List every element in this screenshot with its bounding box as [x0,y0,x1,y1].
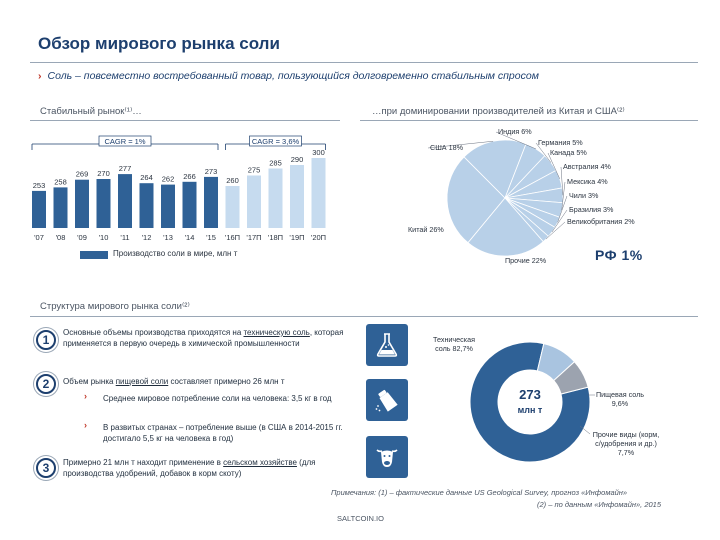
pie-label: Германия 5% [538,138,583,147]
bar-value-label: 258 [54,177,67,187]
pie-label: Китай 26% [408,225,444,234]
rf-share-highlight: РФ 1% [595,247,643,263]
point-2-link: пищевой соли [115,377,169,386]
salt-shaker-icon [366,379,408,421]
bar-year-label: '14 [184,233,195,242]
pie-label: Индия 6% [498,127,532,136]
bar-year-label: '20П [310,233,327,242]
donut-label-food: Пищевая соль [595,390,645,399]
bar-value-label: 270 [97,169,110,178]
bar-value-label: 290 [290,155,304,164]
bar-year-label: '11 [120,233,130,242]
bar-year-label: '10 [98,233,109,242]
bar-4 [118,174,132,228]
bar-year-label: '12 [141,233,152,242]
bar-0 [32,191,46,228]
pie-label: Чили 3% [569,191,599,200]
bar-9 [226,186,240,228]
bar-year-label: '13 [163,233,173,242]
donut-label-food: 9,6% [611,399,629,408]
donut-label-technical: соль 82,7% [435,344,473,353]
point-1-text [63,327,353,349]
bar-value-label: 275 [247,165,261,175]
point-2-text-a: Объем рынка [63,377,116,386]
bar-year-label: '19П [289,233,305,242]
donut-label-other: с/удобрения и др.) [595,439,657,448]
structure-section-head: Структура мирового рынка соли⁽²⁾ [40,301,190,312]
point-3-text-a: Примерно 21 млн т находит применение в [63,458,224,467]
bar-8 [204,177,218,228]
bar-legend-label: Производство соли в мире, млн т [113,249,238,258]
bar-10 [247,176,261,229]
point-3-link: сельском хозяйстве [223,458,297,467]
page-subtitle [38,70,539,82]
market-structure-donut-chart [420,330,700,480]
page-title: Обзор мирового рынка соли [38,34,280,53]
note-line-2: (2) – по данным «Инфомайн», 2015 [537,500,662,509]
cagr-label: CAGR = 3,6% [251,137,300,146]
pie-label: Австралия 4% [563,162,611,171]
pie-label: США 18% [430,143,463,152]
donut-label-other: 7,7% [617,448,635,457]
bar-1 [54,187,68,228]
pie-section-head: …при доминировании производителей из Китая и США⁽²⁾ [372,106,625,117]
point-2-text [63,376,358,387]
cow-icon [366,436,408,478]
structure-section-rule [30,316,698,317]
donut-label-technical: Техническая [433,335,475,344]
point-1-text-b: , которая применяется в первую очередь в химической промышленности [63,328,344,348]
bar-year-label: '16П [224,233,241,242]
cagr-label: CAGR = 1% [104,137,146,146]
bar-5 [140,183,154,228]
bar-11 [269,169,283,229]
donut-center-value: 273 [519,387,541,402]
producers-pie-chart [360,120,700,270]
bullet-arrow-icon: › [38,70,42,82]
note-line-1: Примечания: (1) – фактические данные US Geological Survey, прогноз «Инфомайн» [331,488,628,497]
pie-label: Канада 5% [550,148,587,157]
bar-year-label: '15 [206,233,216,242]
donut-label-other: Прочие виды (корм, [592,430,660,439]
point-3-text [63,457,353,479]
bar-value-label: 253 [32,180,46,190]
pie-label: Прочие 22% [505,256,547,265]
bar-year-label: '18П [267,233,284,242]
point-2-sub-2: В развитых странах – потребление выше (в США в 2014-2015 гг. достигало 5,5 кг на человека в год) [103,423,343,443]
point-2-badge: 2 [36,374,56,394]
point-1-link: техническую соль [243,328,310,337]
footer-brand: SALTCOIN.IO [337,514,384,523]
bar-value-label: 277 [118,164,132,174]
bar-3 [97,179,111,228]
bar-value-label: 269 [75,169,89,179]
bar-value-label: 273 [204,166,218,176]
pie-label: Великобритания 2% [567,217,635,226]
point-1-badge: 1 [36,330,56,350]
point-1-text-a: Основные объемы производства приходятся на [63,328,244,337]
point-3-badge: 3 [36,458,56,478]
pie-label: Бразилия 3% [569,205,614,214]
bar-value-label: 300 [312,148,325,157]
sub-bullet-arrow-icon: › [84,420,87,430]
bar-6 [161,185,175,228]
bar-value-label: 285 [269,158,282,168]
bar-year-label: '09 [77,233,87,242]
bar-value-label: 260 [226,176,239,185]
legend-swatch [80,251,108,259]
production-bar-chart [28,128,338,246]
point-2-text-b: составляет примерно 26 млн т [168,377,285,386]
pie-label: Мексика 4% [567,177,608,186]
title-divider [30,62,698,63]
bar-year-label: '08 [55,233,66,242]
donut-center-unit: млн т [517,405,543,415]
bar-section-head: Стабильный рынок⁽¹⁾… [40,106,142,117]
bar-value-label: 264 [140,173,153,183]
flask-icon [366,324,408,366]
sub-bullet-arrow-icon: › [84,391,87,401]
point-2-sub-1: Среднее мировое потребление соли на человека: 3,5 кг в год [103,394,332,403]
bar-value-label: 266 [183,171,196,181]
bar-13 [312,158,326,228]
bar-7 [183,182,197,228]
bar-year-label: '07 [34,233,44,242]
point-3-text-b: (для производства удобрений, добавок в корм скоту) [63,458,316,478]
bar-value-label: 262 [161,174,175,184]
bar-12 [290,165,304,228]
bar-year-label: '17П [246,233,262,242]
bar-2 [75,180,89,228]
bar-section-rule [30,120,340,121]
subtitle-text: Соль – повсеместно востребованный товар, пользующийся долговременно стабильным спросом [47,70,539,82]
